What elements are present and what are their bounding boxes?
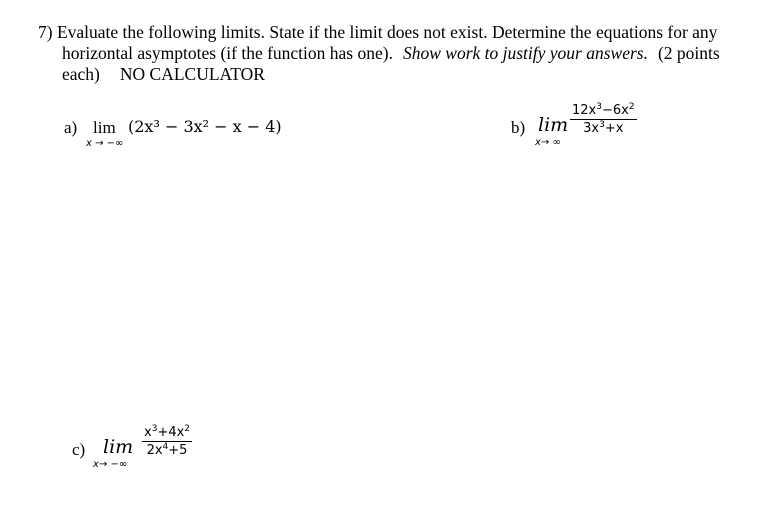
problem-a-lim: lim [93, 118, 116, 137]
problem-b-denominator: $3x^3+x$ [583, 120, 624, 136]
problem-c-lim: lim [103, 436, 134, 458]
problem-7-instructions [38, 22, 753, 85]
problem-a-expression: (2x³ − 3x² − x − 4) [128, 117, 282, 136]
problem-c-denominator: $2x^4+5$ [146, 442, 188, 458]
no-calculator-note: NO CALCULATOR [119, 64, 265, 84]
problem-a-approach: x → −∞ [86, 138, 124, 149]
problem-c-numerator: $x^3+4x^2$ [144, 424, 191, 440]
problem-b-numerator: $12x^3-6x^2$ [572, 102, 635, 118]
problem-c-approach: x→ −∞ [93, 459, 128, 470]
problem-b-fraction [570, 103, 637, 136]
instructions-italic: Show work to justify your answers. [402, 43, 648, 63]
problem-b-approach: x→ ∞ [535, 137, 561, 148]
points-note: (2 points each) [62, 43, 720, 84]
problem-number: 7) [38, 22, 53, 42]
problem-c-label: c) [72, 440, 86, 459]
problem-b-lim: lim [538, 114, 569, 136]
instructions-text: Evaluate the following limits. State if the limit does not exist. Determine the equations for any horizontal asymptotes (if the function has one). [56, 22, 718, 63]
problem-a-label: a) [64, 118, 78, 137]
instructions-paragraph [38, 22, 753, 85]
problem-c-fraction [142, 425, 192, 458]
problem-b-label: b) [511, 118, 526, 137]
